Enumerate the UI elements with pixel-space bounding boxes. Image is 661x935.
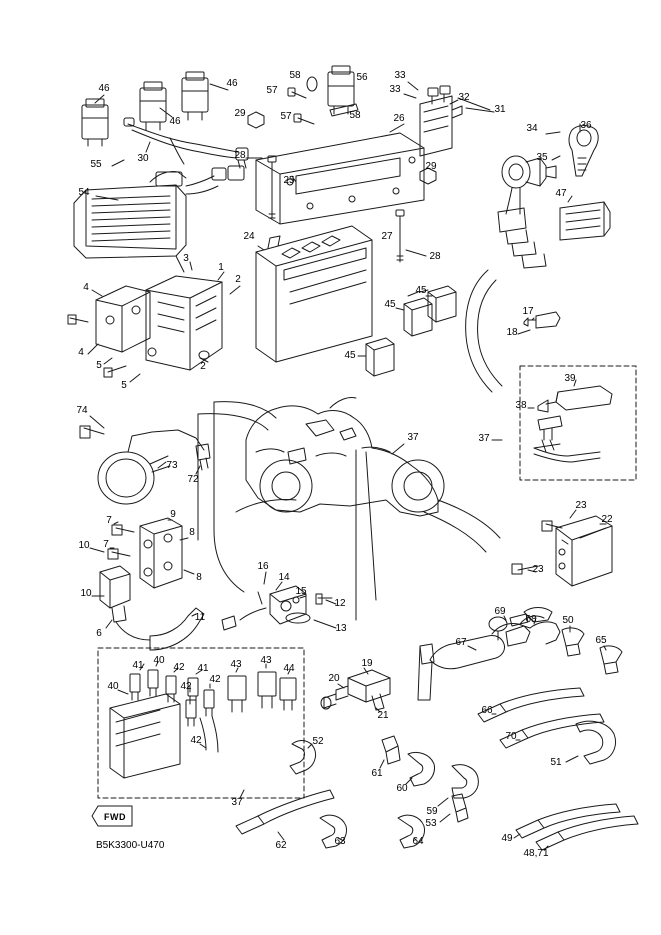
callout-48,71: 48,71	[523, 848, 549, 859]
leader-20	[338, 684, 344, 688]
leader-24	[258, 246, 264, 250]
callout-26: 26	[393, 113, 405, 124]
callout-3: 3	[183, 253, 189, 264]
clamp-59	[452, 765, 478, 798]
callout-54: 54	[78, 187, 90, 198]
clamp-65	[600, 646, 622, 674]
callout-20: 20	[328, 673, 340, 684]
bundle-lower-right	[438, 500, 500, 538]
callout-70: 70	[505, 731, 517, 742]
callout-27: 27	[381, 231, 393, 242]
nut-29-a	[248, 112, 264, 128]
leader-1	[218, 272, 224, 280]
leader-3	[190, 262, 192, 270]
callout-12: 12	[334, 598, 346, 609]
callout-33: 33	[394, 70, 406, 81]
harness-39-parts	[534, 386, 612, 462]
leader-5c	[130, 374, 140, 382]
bolt-7a	[112, 525, 134, 535]
callout-69: 69	[494, 606, 506, 617]
callout-24: 24	[243, 231, 255, 242]
callout-2: 2	[200, 361, 206, 372]
leader-23a	[570, 510, 576, 518]
callout-5: 5	[121, 380, 127, 391]
callout-9: 9	[170, 509, 176, 520]
callout-56: 56	[356, 72, 368, 83]
callout-8: 8	[196, 572, 202, 583]
cdi-unit	[146, 276, 222, 370]
bolt-7b	[108, 549, 130, 559]
coil-bracket-9	[140, 518, 182, 588]
ecu-unit-54	[74, 166, 244, 272]
leader-51	[566, 756, 578, 762]
fuse-45-c	[366, 338, 394, 376]
callout-58: 58	[289, 70, 301, 81]
callout-7: 7	[106, 515, 112, 526]
bundle-left2	[198, 414, 268, 430]
document-code: B5K3300-U470	[96, 840, 165, 851]
leader-37a	[392, 444, 404, 454]
leader-33a	[408, 82, 418, 90]
screw-57-a	[288, 88, 306, 98]
leader-5	[104, 358, 112, 364]
callout-40: 40	[153, 655, 165, 666]
callout-45: 45	[384, 299, 396, 310]
bracket-4	[96, 286, 150, 352]
bolt-28-left	[268, 156, 276, 218]
fuse-42-a	[204, 690, 214, 716]
fuse-42-b	[186, 700, 196, 726]
callout-65: 65	[595, 635, 607, 646]
bolt-5a	[68, 315, 88, 324]
leader-52	[308, 744, 312, 748]
callout-72: 72	[187, 474, 199, 485]
connector-47	[560, 202, 610, 240]
callout-42: 42	[209, 674, 221, 685]
callout-55: 55	[90, 159, 102, 170]
callout-29: 29	[234, 108, 246, 119]
callout-46: 46	[226, 78, 238, 89]
bolt-16	[222, 592, 266, 630]
leader-18	[518, 330, 530, 334]
callout-42: 42	[180, 681, 192, 692]
leader-35	[552, 156, 560, 160]
callout-67: 67	[455, 637, 467, 648]
fuse-40-a	[130, 674, 140, 700]
callout-58: 58	[349, 110, 361, 121]
leader-8b	[184, 570, 194, 574]
relay-43-a	[228, 676, 246, 712]
clamp-50	[562, 628, 584, 656]
bundle-right	[466, 270, 492, 392]
screw-12	[316, 594, 332, 604]
callout-35: 35	[536, 152, 548, 163]
ignition-coil-6	[100, 566, 150, 640]
fusebox-wire2	[212, 716, 218, 752]
callout-52: 52	[312, 736, 324, 747]
callout-10: 10	[80, 588, 92, 599]
starter-relay-assembly	[420, 86, 462, 156]
leader-33b	[404, 94, 416, 98]
horn-73	[98, 430, 210, 504]
cable-tie-62	[236, 790, 334, 834]
leader-10a	[90, 548, 104, 552]
bundle-lower-left	[236, 500, 296, 513]
leader-8a	[180, 538, 188, 540]
tool-67	[418, 616, 560, 700]
key-36	[569, 126, 598, 177]
callout-32: 32	[458, 92, 470, 103]
callout-42: 42	[190, 735, 202, 746]
relay-group-mid	[140, 82, 166, 130]
leader-6	[106, 620, 112, 628]
callout-46: 46	[169, 116, 181, 127]
screw-57-b	[294, 114, 314, 124]
leader-28b	[406, 250, 426, 256]
relay-43-b	[258, 672, 276, 708]
leader-26	[390, 124, 404, 132]
washer-58-a	[307, 77, 317, 91]
callout-44: 44	[283, 663, 295, 674]
leader-46b	[210, 84, 228, 90]
callout-30: 30	[137, 153, 149, 164]
leader-47	[568, 196, 572, 202]
callout-18: 18	[506, 327, 518, 338]
fuse-40-b	[148, 670, 158, 696]
leader-32	[450, 100, 458, 104]
fusebox-main	[110, 694, 180, 778]
callout-6: 6	[96, 628, 102, 639]
vehicle-outline	[246, 397, 444, 516]
callout-57: 57	[280, 111, 292, 122]
bundle-center2	[366, 452, 376, 600]
callout-21: 21	[377, 710, 389, 721]
callout-4: 4	[83, 282, 89, 293]
callout-74: 74	[76, 405, 88, 416]
leader-4b	[88, 344, 98, 354]
bundle-left	[214, 402, 276, 418]
leader-49	[514, 834, 520, 838]
callout-49: 49	[501, 833, 513, 844]
callout-7: 7	[103, 539, 109, 550]
callout-64: 64	[412, 836, 424, 847]
callout-37: 37	[231, 797, 243, 808]
callout-8: 8	[189, 527, 195, 538]
leader-16	[264, 572, 266, 584]
leader-13	[314, 620, 336, 628]
leader-7a	[114, 522, 118, 524]
relay-group-left	[82, 99, 108, 146]
callout-28: 28	[429, 251, 441, 262]
callout-31: 31	[494, 104, 506, 115]
leader-61	[380, 760, 384, 768]
leader-53	[440, 814, 450, 822]
battery-24	[256, 226, 372, 362]
harness-box-39	[520, 366, 636, 480]
callout-23: 23	[532, 564, 544, 575]
callout-60: 60	[396, 783, 408, 794]
cable-tie-66	[478, 688, 584, 722]
callout-43: 43	[230, 659, 242, 670]
bolt-74	[80, 426, 104, 438]
callout-57: 57	[266, 85, 278, 96]
callout-5: 5	[96, 360, 102, 371]
leader-62	[278, 832, 284, 840]
leader-67	[468, 646, 476, 650]
cable-tie-49	[516, 804, 620, 838]
callout-66: 66	[481, 705, 493, 716]
leader-30	[146, 142, 150, 152]
callout-17: 17	[522, 306, 534, 317]
relay-group-right	[182, 72, 208, 120]
leader-55	[112, 160, 124, 166]
callout-68: 68	[525, 614, 537, 625]
callout-59: 59	[426, 806, 438, 817]
callout-37: 37	[478, 433, 490, 444]
callout-2: 2	[235, 274, 241, 285]
leader-4a	[92, 290, 102, 296]
callout-22: 22	[601, 514, 613, 525]
leader-14	[276, 582, 282, 590]
callout-13: 13	[335, 623, 347, 634]
leader-73	[158, 462, 166, 468]
bundle-left3	[214, 402, 244, 592]
callout-11: 11	[194, 612, 206, 623]
callout-62: 62	[275, 840, 287, 851]
relay-44	[280, 678, 296, 710]
callout-45: 45	[344, 350, 356, 361]
leader-34	[546, 132, 560, 134]
relay-56	[328, 66, 354, 114]
callout-4: 4	[78, 347, 84, 358]
callout-1: 1	[218, 262, 224, 273]
callout-43: 43	[260, 655, 272, 666]
callout-50: 50	[562, 615, 574, 626]
bolt-5b	[104, 366, 126, 377]
callout-40: 40	[107, 681, 119, 692]
leader-40b	[118, 690, 128, 694]
callout-37: 37	[407, 432, 419, 443]
fwd-marker: FWD	[104, 812, 126, 822]
leader-74	[90, 416, 104, 428]
callout-61: 61	[371, 768, 383, 779]
callout-38: 38	[515, 400, 527, 411]
bundle-right2	[478, 280, 502, 386]
callout-29: 29	[425, 161, 437, 172]
callout-63: 63	[334, 836, 346, 847]
bolt-23-a	[542, 521, 562, 531]
callout-28: 28	[234, 150, 246, 161]
callout-19: 19	[361, 658, 373, 669]
callout-16: 16	[257, 561, 269, 572]
callout-39: 39	[564, 373, 576, 384]
leader-2a	[230, 286, 240, 294]
callout-10: 10	[78, 540, 90, 551]
callout-42: 42	[173, 662, 185, 673]
leader-45a	[396, 308, 404, 310]
callout-36: 36	[580, 120, 592, 131]
leader-59	[438, 798, 448, 806]
callout-41: 41	[132, 660, 144, 671]
callout-14: 14	[278, 572, 290, 583]
callout-15: 15	[295, 586, 307, 597]
callout-53: 53	[425, 818, 437, 829]
clamp-60	[408, 752, 435, 786]
callout-47: 47	[555, 188, 567, 199]
control-unit-22	[556, 516, 612, 586]
oring-13	[286, 613, 310, 623]
clamp-51	[576, 721, 616, 764]
callout-46: 46	[98, 83, 110, 94]
callout-51: 51	[550, 757, 562, 768]
callout-25: 25	[283, 175, 295, 186]
callout-73: 73	[166, 460, 178, 471]
clip-61	[382, 736, 400, 764]
callout-33: 33	[389, 84, 401, 95]
callout-41: 41	[197, 663, 209, 674]
bolt-28-right	[396, 210, 404, 262]
callout-34: 34	[526, 123, 538, 134]
ignition-switch-35	[498, 156, 556, 268]
cable-tie-48	[536, 816, 638, 850]
callout-45: 45	[415, 285, 427, 296]
callout-23: 23	[575, 500, 587, 511]
